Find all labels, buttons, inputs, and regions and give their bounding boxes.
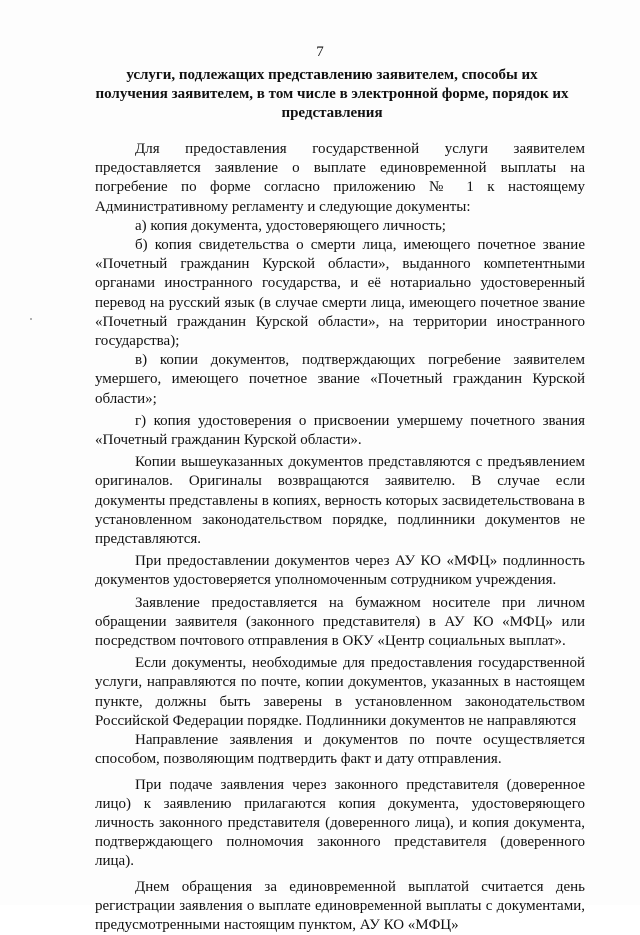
list-item-v: в) копии документов, подтверждающих погребение заявителем умершего, имеющего почетное звание «Почетный гражданин Курской области»; bbox=[95, 352, 585, 407]
paragraph-representative: При подаче заявления через законного представителя (доверенное лицо) к заявлению прилагаются копия документа, удостоверяющего личность законного представителя (доверенного лица), и копия документа, подтверждающего полномочия законного представителя (доверенного лица). bbox=[95, 776, 585, 870]
paragraph-intro: Для предоставления государственной услуги заявителем предоставляется заявление о выплате единовременной выплаты на погребение по форме согласно приложению № 1 к настоящему Административному регламенту и следующие документы: bbox=[95, 141, 585, 215]
paragraph-mfc-verification: При предоставлении документов через АУ КО «МФЦ» подлинность документов удостоверяется уполномоченным сотрудником учреждения. bbox=[95, 553, 585, 589]
page-number: 7 bbox=[316, 44, 324, 60]
document-body bbox=[95, 140, 585, 935]
paragraph-application-submission: Заявление предоставляется на бумажном носителе при личном обращении заявителя (законного представителя) в АУ КО «МФЦ» или посредством почтового отправления в ОКУ «Центр социальных выплат». bbox=[95, 594, 585, 650]
list-item-a: а) копия документа, удостоверяющего личность; bbox=[135, 217, 446, 234]
list-item-g: г) копия удостоверения о присвоении умершему почетного звания «Почетный гражданин Курской области». bbox=[95, 412, 585, 449]
paragraph-copies: Копии вышеуказанных документов представляются с предъявлением оригиналов. Оригиналы возвращаются заявителю. В случае если документы представлены в копиях, верность которых засвидетельствована в установленном законодательством порядке, подлинники документов не представляются. bbox=[95, 454, 585, 548]
list-item-b: б) копия свидетельства о смерти лица, имеющего почетное звание «Почетный гражданин Курской области», выданного компетентными органами иностранного государства, и её нотариально удостоверенный перевод на русский язык (в случае смерти лица, имеющего почетное звание «Почетный гражданин Курской области», на территории иностранного государства); bbox=[95, 237, 585, 350]
paragraph-postal-documents: Если документы, необходимые для предоставления государственной услуги, направляются по почте, копии документов, указанных в настоящем пункте, должны быть заверены в установленном законодательством Российской Федерации порядке. Подлинники документов не направляются bbox=[95, 655, 585, 729]
section-heading: услуги, подлежащих представлению заявителем, способы их получения заявителем, в том числе в электронной форме, порядок их представления bbox=[95, 67, 569, 121]
paragraph-application-date: Днем обращения за единовременной выплатой считается день регистрации заявления о выплате единовременной выплаты с документами, предусмотренными настоящим пунктом, АУ КО «МФЦ» bbox=[95, 878, 585, 933]
scan-speck bbox=[30, 318, 32, 320]
paragraph-postal-method: Направление заявления и документов по почте осуществляется способом, позволяющим подтвердить факт и дату отправления. bbox=[95, 732, 585, 768]
